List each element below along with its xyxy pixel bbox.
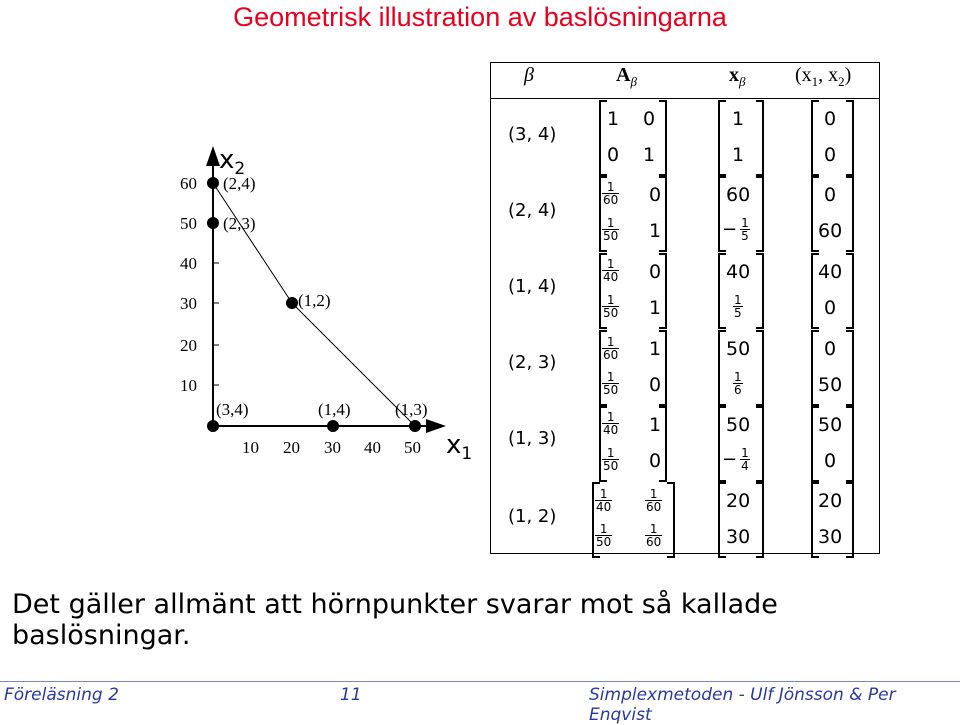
matrix-bracket <box>756 330 764 406</box>
matrix-bracket <box>659 100 667 176</box>
matrix-cell-fraction: $\frac{1}{50}$ <box>596 522 612 549</box>
matrix-cell-fraction: $\frac{1}{50}$ <box>603 370 619 397</box>
point-cell: 0 <box>824 144 837 166</box>
matrix-bracket <box>846 100 854 176</box>
x-tick-label: 30 <box>324 438 341 457</box>
y-tick-label: 50 <box>180 214 197 233</box>
y-tick-label: 40 <box>180 254 197 273</box>
footer-lecture: Föreläsning 2 <box>4 685 119 705</box>
basis-label: (3, 4) <box>508 124 557 145</box>
matrix-cell: 1 <box>649 220 662 242</box>
point-cell: 0 <box>824 338 837 360</box>
vertex-label: (2,4) <box>223 174 256 193</box>
matrix-bracket <box>756 176 764 252</box>
slide-title: Geometrisk illustration av baslösningarna <box>233 2 727 32</box>
footer-page-number: 11 <box>340 685 362 705</box>
constraint-line-1 <box>213 183 292 303</box>
matrix-bracket <box>718 330 726 406</box>
matrix-bracket <box>811 100 819 176</box>
matrix-bracket <box>718 482 726 558</box>
matrix-cell: 1 <box>607 108 620 130</box>
y-axis-label: $x_2$ <box>219 145 246 179</box>
vertex-point <box>207 177 219 189</box>
matrix-bracket <box>756 482 764 558</box>
matrix-cell-fraction: $\frac{1}{40}$ <box>596 487 612 514</box>
vertex-point <box>207 420 219 432</box>
point-cell: 60 <box>818 220 843 242</box>
matrix-cell-fraction: $\frac{1}{60}$ <box>646 522 662 549</box>
x-axis-label: $x_1$ <box>446 430 473 464</box>
vector-cell: 40 <box>726 261 751 283</box>
point-cell: 0 <box>824 297 837 319</box>
x-tick-label: 10 <box>242 438 259 457</box>
y-axis-arrow-icon <box>206 146 220 166</box>
vector-cell: 50 <box>726 338 751 360</box>
vector-cell: 1 <box>732 144 745 166</box>
basis-label: (2, 4) <box>508 200 557 221</box>
matrix-bracket <box>846 482 854 558</box>
matrix-bracket <box>846 406 854 482</box>
footer-course-authors: Simplexmetoden - Ulf Jönsson & Per Enqvist <box>589 685 896 725</box>
matrix-cell: 1 <box>649 338 662 360</box>
matrix-bracket <box>718 253 726 329</box>
matrix-bracket <box>756 253 764 329</box>
footer-divider <box>0 681 960 682</box>
matrix-cell: 0 <box>649 261 662 283</box>
vertex-label: (1,2) <box>298 291 331 310</box>
y-tick-label: 20 <box>180 336 197 355</box>
y-tick-label: 10 <box>180 376 197 395</box>
matrix-cell-fraction: $\frac{1}{60}$ <box>603 180 619 207</box>
matrix-bracket <box>846 253 854 329</box>
vertex-label: (1,3) <box>395 400 428 419</box>
vector-cell: 60 <box>726 184 751 206</box>
matrix-cell: 1 <box>643 144 656 166</box>
x-tick-label: 50 <box>404 438 421 457</box>
vertex-label: (3,4) <box>216 400 249 419</box>
matrix-cell-fraction: $\frac{1}{60}$ <box>603 335 619 362</box>
point-cell: 0 <box>824 184 837 206</box>
x-axis-arrow-icon <box>426 419 446 433</box>
matrix-cell-fraction: $\frac{1}{40}$ <box>603 410 619 437</box>
vertex-point <box>409 420 421 432</box>
x-tick-label: 40 <box>364 438 381 457</box>
point-cell: 50 <box>818 374 843 396</box>
matrix-bracket <box>756 406 764 482</box>
matrix-bracket <box>756 100 764 176</box>
matrix-cell: 0 <box>649 184 662 206</box>
matrix-cell-fraction: $\frac{1}{50}$ <box>603 216 619 243</box>
basis-label: (2, 3) <box>508 352 557 373</box>
y-tick-label: 60 <box>180 174 197 193</box>
matrix-bracket <box>599 100 607 176</box>
vertex-label: (2,3) <box>223 214 256 233</box>
matrix-cell: 1 <box>649 297 662 319</box>
matrix-bracket <box>667 482 675 558</box>
vertex-point <box>207 217 219 229</box>
point-cell: 0 <box>824 108 837 130</box>
statement-text: Det gäller allmänt att hörnpunkter svarar mot så kallade baslösningar. <box>12 589 778 651</box>
matrix-cell-fraction: $\frac{1}{50}$ <box>603 446 619 473</box>
feasible-region-graph <box>0 0 480 470</box>
matrix-bracket <box>718 100 726 176</box>
header-beta: β <box>524 64 534 86</box>
matrix-bracket <box>846 330 854 406</box>
matrix-cell: 0 <box>649 450 662 472</box>
point-cell: 30 <box>818 526 843 548</box>
vertex-point <box>286 297 298 309</box>
vector-cell: 50 <box>726 414 751 436</box>
point-cell: 0 <box>824 450 837 472</box>
vector-cell-fraction: $\frac{1}{6}$ <box>734 370 742 397</box>
vector-cell: 30 <box>726 526 751 548</box>
header-divider <box>490 98 880 99</box>
header-point: ($x_1$, $x_2$) <box>795 64 852 89</box>
matrix-cell-fraction: $\frac{1}{50}$ <box>603 293 619 320</box>
x-tick-label: 20 <box>283 438 300 457</box>
vertex-point <box>327 420 339 432</box>
vector-cell: 1 <box>732 108 745 130</box>
vector-cell: − $\frac{1}{4}$ <box>722 446 749 473</box>
matrix-cell-fraction: $\frac{1}{60}$ <box>646 487 662 514</box>
point-cell: 20 <box>818 490 843 512</box>
basis-label: (1, 4) <box>508 276 557 297</box>
basis-label: (1, 3) <box>508 428 557 449</box>
matrix-cell: 1 <box>649 414 662 436</box>
point-cell: 50 <box>818 414 843 436</box>
basis-label: (1, 2) <box>508 506 557 527</box>
vector-cell-fraction: $\frac{1}{5}$ <box>734 293 742 320</box>
header-a-beta: $A_\beta$ <box>616 64 637 89</box>
y-tick-label: 30 <box>180 294 197 313</box>
vector-cell: − $\frac{1}{5}$ <box>722 216 749 243</box>
matrix-cell: 0 <box>607 144 620 166</box>
matrix-cell: 0 <box>643 108 656 130</box>
vector-cell: 20 <box>726 490 751 512</box>
header-x-beta: $x_\beta$ <box>729 64 746 89</box>
point-cell: 40 <box>818 261 843 283</box>
vertex-label: (1,4) <box>318 400 351 419</box>
matrix-cell: 0 <box>649 374 662 396</box>
matrix-bracket <box>846 176 854 252</box>
matrix-cell-fraction: $\frac{1}{40}$ <box>603 257 619 284</box>
